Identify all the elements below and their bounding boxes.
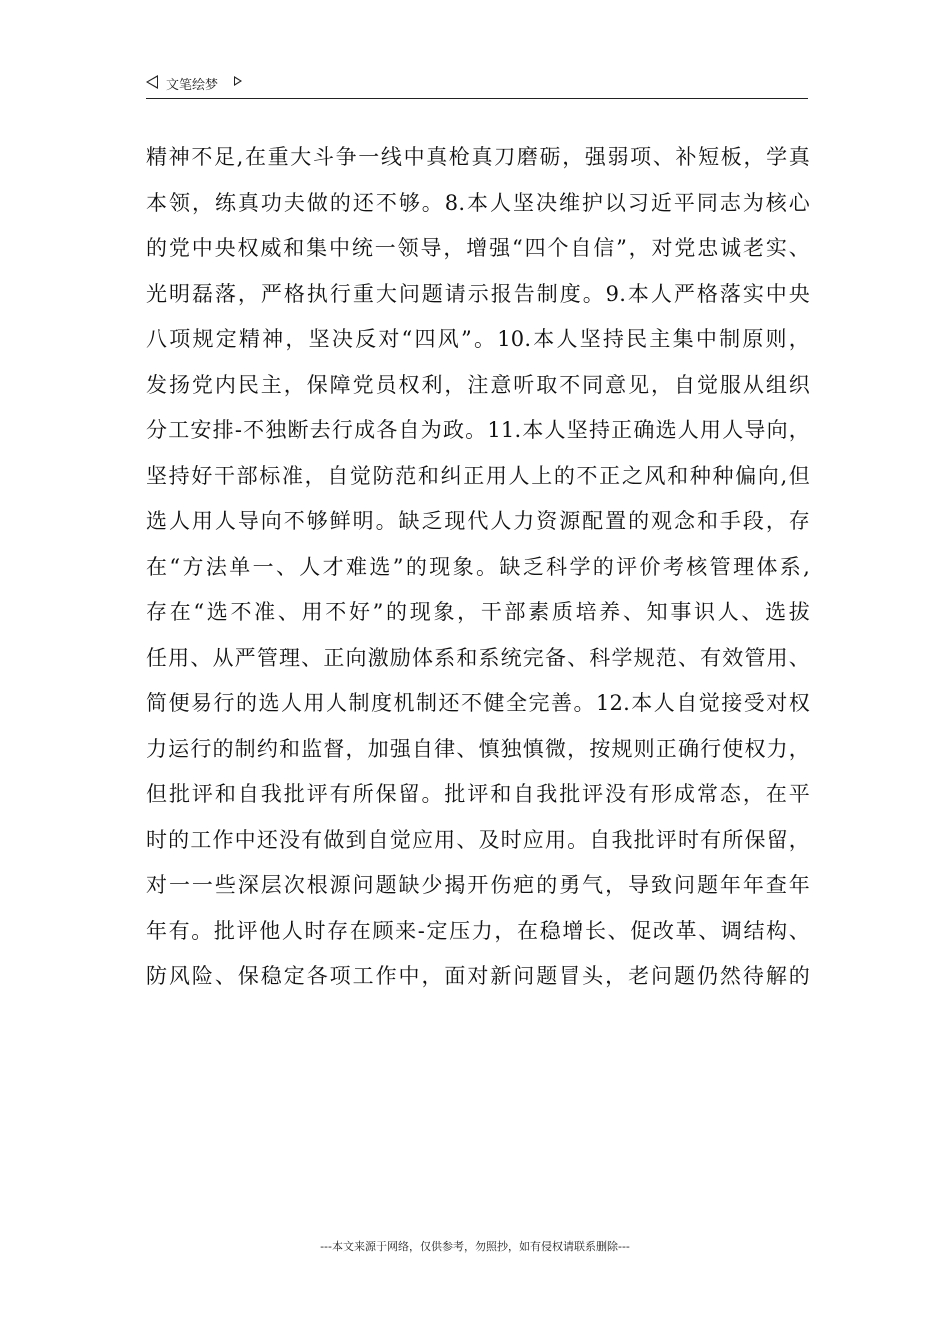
text-line: 任用、从严管理、正向激励体系和系统完备、科学规范、有效管用、 [146, 645, 810, 670]
text-line: 但批评和自我批评有所保留。批评和自我批评没有形成常态，在平 [146, 782, 810, 806]
text-line: 时的工作中还没有做到自觉应用、及时应用。自我批评时有所保留， [146, 827, 810, 852]
text-line: 本领，练真功夫做的还不够。8.本人坚决维护以习近平同志为核心 [146, 190, 810, 215]
triangle-right-outline-icon [234, 76, 242, 86]
footer-disclaimer: ---本文来源于网络，仅供参考，勿照抄，如有侵权请联系删除--- [320, 1240, 630, 1253]
text-line: 简便易行的选人用人制度机制还不健全完善。12.本人自觉接受对权 [146, 691, 810, 715]
text-line: 力运行的制约和监督，加强自律、慎独慎微，按规则正确行使权力， [146, 736, 810, 761]
text-line: 八项规定精神，坚决反对“四风”。10.本人坚持民主集中制原则， [146, 327, 810, 351]
document-body [146, 135, 810, 1000]
text-line: 发扬党内民主，保障党员权利，注意听取不同意见，自觉服从组织 [146, 372, 810, 397]
text-line: 年有。批评他人时存在顾来-定压力，在稳增长、促改革、调结构、 [146, 918, 810, 943]
text-line: 存在“选不准、用不好”的现象，干部素质培养、知事识人、选拔 [146, 600, 810, 624]
text-line: 对一一些深层次根源问题缺少揭开伤疤的勇气，导致问题年年查年 [146, 873, 810, 897]
text-line: 分工安排-不独断去行成各自为政。11.本人坚持正确选人用人导向， [146, 418, 810, 442]
page-header [146, 72, 808, 99]
text-line: 精神不足,在重大斗争一线中真枪真刀磨砺，强弱项、补短板，学真 [146, 145, 810, 169]
triangle-left-outline-icon [146, 75, 158, 89]
text-line: 光明磊落，严格执行重大问题请示报告制度。9.本人严格落实中央 [146, 281, 810, 306]
text-line: 在“方法单一、人才难选”的现象。缺乏科学的评价考核管理体系, [146, 554, 810, 579]
text-line: 坚持好干部标准，自觉防范和纠正用人上的不正之风和种种偏向,但 [146, 463, 810, 488]
text-line: 的党中央权威和集中统一领导，增强“四个自信”，对党忠诚老实、 [146, 236, 810, 260]
text-line: 选人用人导向不够鲜明。缺乏现代人力资源配置的观念和手段，存 [146, 509, 810, 533]
text-line: 防风险、保稳定各项工作中，面对新问题冒头，老问题仍然待解的 [146, 964, 810, 988]
header-title: 文笔绘梦 [166, 78, 219, 93]
